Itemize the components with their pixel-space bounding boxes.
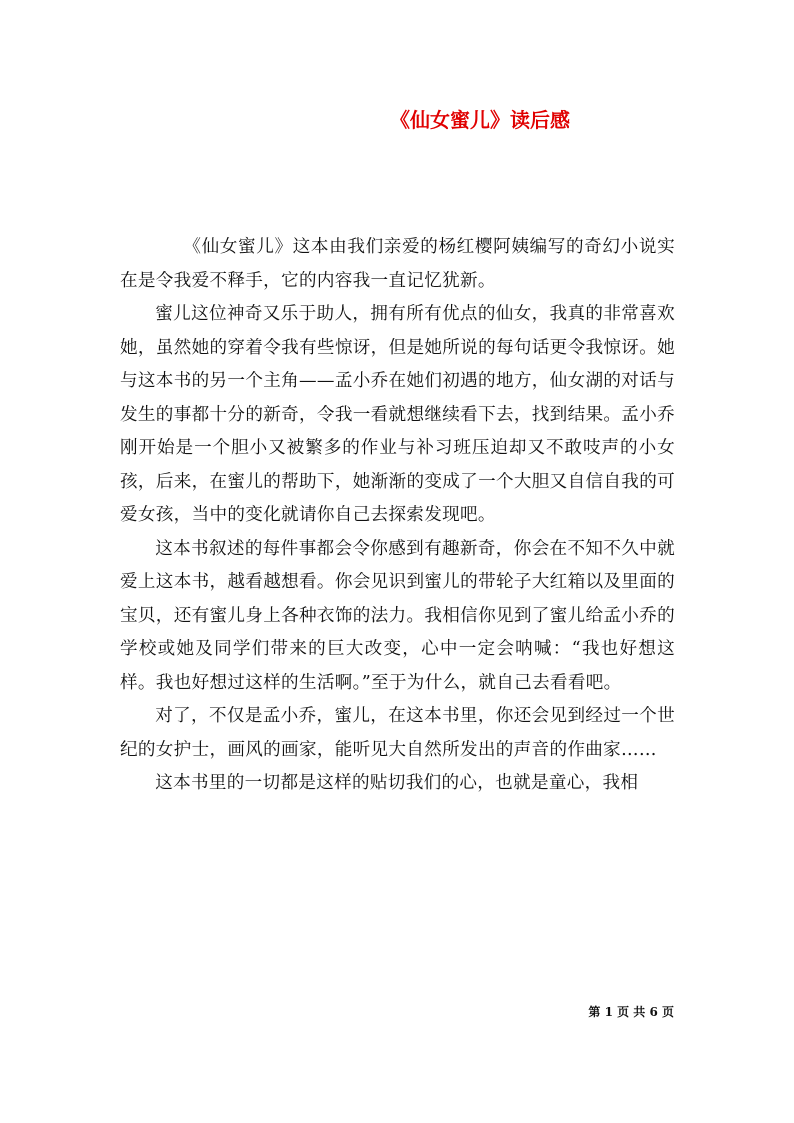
paragraph-4: 对了，不仅是孟小乔，蜜儿，在这本书里，你还会见到经过一个世纪的女护士，画风的画家，能听见大自然所发出的声音的作曲家…… (120, 706, 675, 760)
document-title: 《仙女蜜儿》读后感 (390, 108, 570, 132)
page-number-footer: 第 1 页 共 6 页 (588, 1005, 674, 1019)
document-body (120, 231, 675, 801)
paragraph-1: 《仙女蜜儿》这本由我们亲爱的杨红樱阿姨编写的奇幻小说实在是令我爱不释手，它的内容我一直记忆犹新。 (120, 237, 675, 291)
paragraph-5: 这本书里的一切都是这样的贴切我们的心，也就是童心，我相 (155, 773, 639, 793)
paragraph-3: 这本书叙述的每件事都会令你感到有趣新奇，你会在不知不久中就爱上这本书，越看越想看。你会见识到蜜儿的带轮子大红箱以及里面的宝贝，还有蜜儿身上各种衣饰的法力。我相信你见到了蜜儿给孟小乔的学校或她及同学们带来的巨大改变，心中一定会呐喊：“我也好想这样。我也好想过这样的生活啊。”至于为什么，就自己去看看吧。 (120, 538, 675, 693)
paragraph-2: 蜜儿这位神奇又乐于助人，拥有所有优点的仙女，我真的非常喜欢她，虽然她的穿着令我有些惊讶，但是她所说的每句话更令我惊讶。她与这本书的另一个主角——孟小乔在她们初遇的地方，仙女湖的对话与发生的事都十分的新奇，令我一看就想继续看下去，找到结果。孟小乔刚开始是一个胆小又被繁多的作业与补习班压迫却又不敢吱声的小女孩，后来，在蜜儿的帮助下，她渐渐的变成了一个大胆又自信自我的可爱女孩，当中的变化就请你自己去探索发现吧。 (120, 304, 675, 525)
